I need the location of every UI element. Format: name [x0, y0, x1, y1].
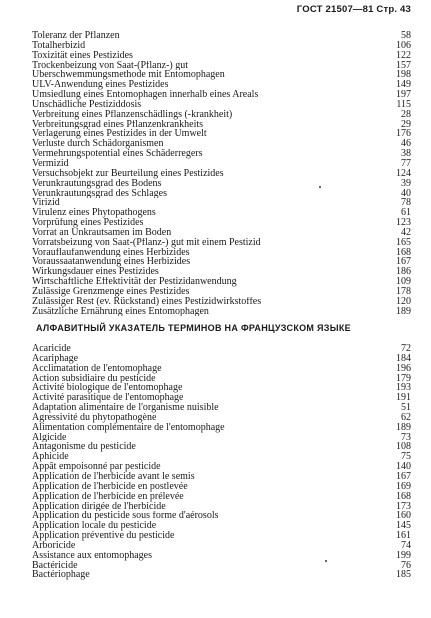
index-entry-row: [32, 267, 411, 277]
index-entry-row: [32, 442, 411, 452]
index-term: Vermehrungspotential eines Schäderregers: [32, 149, 203, 159]
index-entry-row: [32, 120, 411, 130]
index-term: Application dirigée de l'herbicide: [32, 501, 166, 512]
index-term: Bactéricide: [32, 560, 78, 571]
german-index-list: [32, 31, 411, 316]
index-entry-row: [32, 462, 411, 472]
index-page-number: 108: [396, 441, 411, 453]
index-page-number: 122: [396, 49, 411, 61]
index-page-number: 184: [396, 352, 411, 364]
index-page-number: 189: [396, 305, 411, 317]
index-term: Activité biologique de l'entomophage: [32, 383, 183, 394]
index-entry-row: [32, 472, 411, 482]
print-speck: [319, 186, 321, 188]
index-entry-row: [32, 129, 411, 139]
index-page-number: 186: [396, 266, 411, 278]
index-page-number: 176: [396, 128, 411, 140]
french-index-list: [32, 344, 411, 580]
index-page-number: 168: [396, 490, 411, 502]
index-page-number: 38: [401, 148, 411, 160]
index-term: Antagonisme du pesticide: [32, 442, 136, 453]
index-page-number: 191: [396, 392, 411, 404]
index-term: Vorratsbeizung von Saat-(Pflanz-) gut mit einem Pestizid: [32, 237, 261, 248]
index-page-number: 51: [401, 402, 411, 414]
index-entry-row: [32, 561, 411, 571]
index-term: Verluste durch Schädorganismen: [32, 139, 164, 150]
french-index-section-title: АЛФАВИТНЫЙ УКАЗАТЕЛЬ ТЕРМИНОВ НА ФРАНЦУЗСКОМ ЯЗЫКЕ: [36, 323, 351, 333]
index-entry-row: [32, 423, 411, 433]
index-entry-row: [32, 287, 411, 297]
index-term: Alimentation complémentaire de l'entomophage: [32, 422, 225, 433]
index-entry-row: [32, 511, 411, 521]
index-page-number: 165: [396, 236, 411, 248]
index-term: Totalherbizid: [32, 40, 86, 51]
index-page-number: 75: [401, 451, 411, 463]
index-page-number: 39: [401, 177, 411, 189]
index-entry-row: [32, 100, 411, 110]
index-term: Acariphage: [32, 353, 79, 364]
index-entry-row: [32, 492, 411, 502]
index-page-number: 28: [401, 108, 411, 120]
index-page-number: 197: [396, 89, 411, 101]
index-entry-row: [32, 374, 411, 384]
index-entry-row: [32, 90, 411, 100]
index-entry-row: [32, 502, 411, 512]
index-entry-row: [32, 70, 411, 80]
index-term: Assistance aux entomophages: [32, 550, 152, 561]
index-term: Acaricide: [32, 344, 71, 354]
index-entry-row: [32, 228, 411, 238]
index-term: Vorauflaufanwendung eines Herbizides: [32, 247, 190, 258]
index-entry-row: [32, 433, 411, 443]
index-term: Verlagerung eines Pestizides in der Umwelt: [32, 129, 207, 140]
index-term: Application de l'herbicide en postlevée: [32, 481, 188, 492]
index-term: Application de l'herbicide en prélevée: [32, 491, 184, 502]
index-term: Agressivité du phytopathogène: [32, 412, 157, 423]
index-term: Adaptation alimentaire de l'organisme nuisible: [32, 403, 219, 413]
index-term: Zulässiger Rest (ev. Rückstand) eines Pestizidwirkstoffes: [32, 296, 262, 307]
index-term: Versuchsobjekt zur Beurteilung eines Pestizides: [32, 168, 224, 179]
index-entry-row: [32, 482, 411, 492]
index-term: Application préventive du pesticide: [32, 531, 175, 541]
index-page-number: 145: [396, 520, 411, 532]
index-term: Acclimatation de l'entomophage: [32, 363, 162, 374]
index-entry-row: [32, 551, 411, 561]
index-entry-row: [32, 61, 411, 71]
index-page-number: 168: [396, 246, 411, 258]
index-entry-row: [32, 189, 411, 199]
index-page-number: 199: [396, 549, 411, 561]
index-page-number: 185: [396, 569, 411, 581]
index-page-number: 29: [401, 118, 411, 130]
index-entry-row: [32, 452, 411, 462]
index-page-number: 61: [401, 207, 411, 219]
index-term: Appât empoisonné par pesticide: [32, 462, 161, 472]
index-entry-row: [32, 179, 411, 189]
index-term: Vorprüfung eines Pestizides: [32, 218, 144, 228]
index-entry-row: [32, 570, 411, 580]
index-entry-row: [32, 159, 411, 169]
index-term: Umsiedlung eines Entomophagen innerhalb eines Areals: [32, 90, 259, 100]
index-page-number: 178: [396, 285, 411, 297]
index-page-number: 179: [396, 372, 411, 384]
index-term: Trockenbeizung von Saat-(Pflanz-) gut: [32, 60, 188, 71]
index-entry-row: [32, 277, 411, 287]
index-entry-row: [32, 257, 411, 267]
index-entry-row: [32, 80, 411, 90]
index-entry-row: [32, 31, 411, 41]
index-term: Verbreitungsgrad eines Pflanzenkrankheits: [32, 119, 204, 130]
index-term: Überschwemmungsmethode mit Entomophagen: [32, 70, 225, 81]
index-entry-row: [32, 403, 411, 413]
index-term: Vermizid: [32, 158, 69, 169]
index-entry-row: [32, 51, 411, 61]
index-term: Virulenz eines Phytopathogens: [32, 208, 156, 219]
index-entry-row: [32, 248, 411, 258]
index-page-number: 167: [396, 256, 411, 268]
index-term: Bactériophage: [32, 570, 90, 581]
index-term: Virizid: [32, 198, 60, 209]
index-entry-row: [32, 110, 411, 120]
index-term: ULV-Anwendung eines Pestizides: [32, 80, 169, 91]
index-entry-row: [32, 413, 411, 423]
index-page-number: 74: [401, 539, 411, 551]
index-term: Application du pesticide sous forme d'aérosols: [32, 511, 219, 522]
index-term: Action subsidiaire du pesticide: [32, 373, 156, 384]
index-entry-row: [32, 541, 411, 551]
index-entry-row: [32, 218, 411, 228]
index-page-number: 173: [396, 500, 411, 512]
index-page-number: 196: [396, 362, 411, 374]
index-term: Voraussaatanwendung eines Herbizides: [32, 257, 191, 268]
index-page-number: 167: [396, 470, 411, 482]
index-page-number: 157: [396, 59, 411, 71]
index-entry-row: [32, 307, 411, 317]
index-page-number: 160: [396, 510, 411, 522]
index-page-number: 42: [401, 226, 411, 238]
index-page-number: 120: [396, 295, 411, 307]
index-page-number: 58: [401, 30, 411, 41]
index-term: Zulässige Grenzmenge eines Pestizides: [32, 286, 190, 297]
page-header: ГОСТ 21507—81 Стр. 43: [296, 4, 411, 15]
index-page-number: 140: [396, 461, 411, 473]
index-entry-row: [32, 149, 411, 159]
index-term: Wirtschaftliche Effektivität der Pestizidanwendung: [32, 277, 237, 287]
print-speck: [325, 560, 327, 562]
index-page-number: 76: [401, 559, 411, 571]
index-term: Arboricide: [32, 540, 76, 551]
index-page-number: 198: [396, 69, 411, 81]
index-page-number: 62: [401, 411, 411, 423]
index-term: Verunkrautungsgrad des Bodens: [32, 178, 162, 189]
index-page-number: 193: [396, 382, 411, 394]
index-term: Wirkungsdauer eines Pestizides: [32, 267, 159, 278]
index-term: Verunkrautungsgrad des Schlages: [32, 188, 167, 199]
index-page-number: 169: [396, 480, 411, 492]
index-entry-row: [32, 139, 411, 149]
index-entry-row: [32, 354, 411, 364]
index-entry-row: [32, 198, 411, 208]
index-page-number: 189: [396, 421, 411, 433]
index-term: Toleranz der Pflanzen: [32, 31, 120, 41]
index-term: Unschädliche Pestiziddosis: [32, 99, 142, 110]
index-page-number: 149: [396, 79, 411, 91]
index-entry-row: [32, 41, 411, 51]
index-page-number: 46: [401, 138, 411, 150]
index-entry-row: [32, 344, 411, 354]
index-term: Vorrat an Unkrautsamen im Boden: [32, 227, 172, 238]
index-page-number: 124: [396, 167, 411, 179]
index-term: Zusätzliche Ernährung eines Entomophagen: [32, 306, 209, 317]
index-entry-row: [32, 238, 411, 248]
index-page-number: 123: [396, 217, 411, 229]
index-entry-row: [32, 383, 411, 393]
index-term: Toxizität eines Pestizides: [32, 50, 133, 61]
index-page-number: 106: [396, 39, 411, 51]
index-entry-row: [32, 297, 411, 307]
index-entry-row: [32, 169, 411, 179]
index-term: Activité parasitique de l'entomophage: [32, 393, 184, 404]
index-page-number: 77: [401, 157, 411, 169]
index-entry-row: [32, 364, 411, 374]
index-page-number: 78: [401, 197, 411, 209]
index-page-number: 40: [401, 187, 411, 199]
index-page-number: 73: [401, 431, 411, 443]
index-page-number: 161: [396, 530, 411, 542]
index-term: Aphicide: [32, 452, 69, 463]
index-page-number: 109: [396, 276, 411, 288]
index-entry-row: [32, 208, 411, 218]
index-page-number: 72: [401, 343, 411, 354]
index-term: Application de l'herbicide avant le semis: [32, 471, 195, 482]
index-term: Algicide: [32, 432, 67, 443]
index-entry-row: [32, 393, 411, 403]
index-term: Verbreitung eines Pflanzenschädlings (-krankheit): [32, 109, 233, 120]
index-entry-row: [32, 531, 411, 541]
index-term: Application locale du pesticide: [32, 521, 157, 532]
index-entry-row: [32, 521, 411, 531]
index-page-number: 115: [396, 98, 411, 110]
